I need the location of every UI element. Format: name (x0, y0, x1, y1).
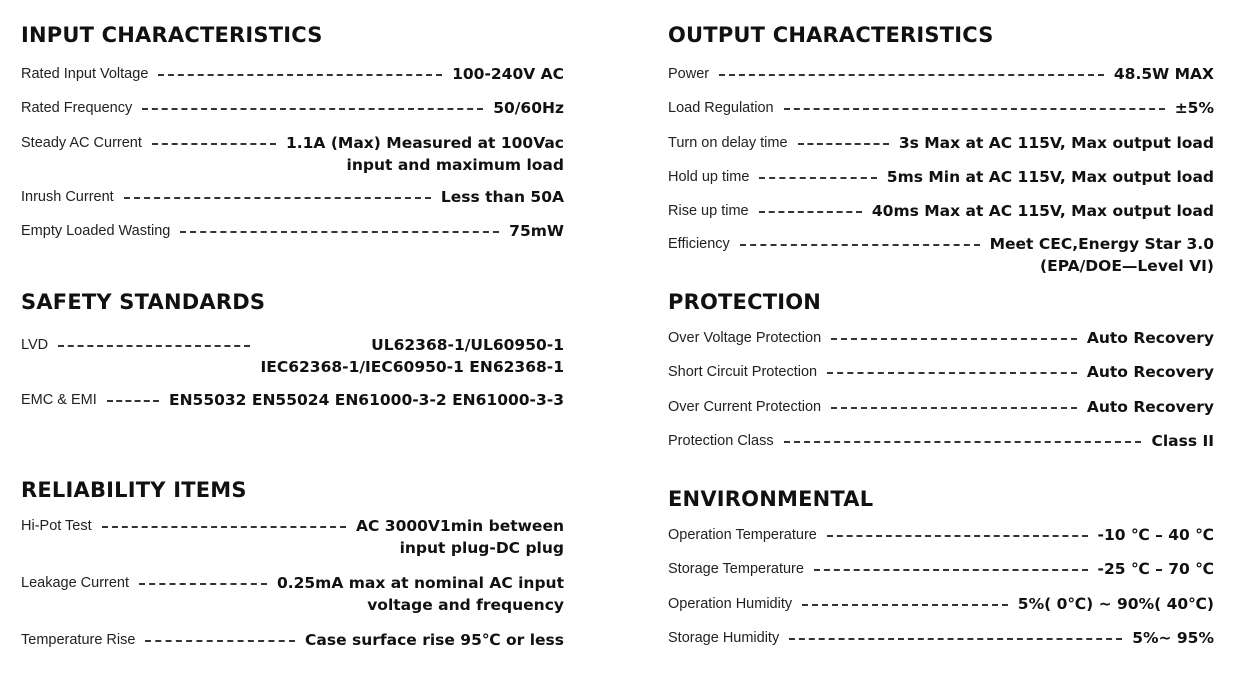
spec-row (21, 629, 564, 651)
spec-value: 48.5W MAX (1113, 65, 1214, 83)
dotted-leader (759, 166, 876, 188)
spec-row (21, 186, 564, 208)
spec-label: Protection Class (668, 433, 774, 449)
spec-row (668, 396, 1214, 418)
dotted-leader (107, 389, 159, 411)
spec-label: Operation Temperature (668, 527, 817, 543)
spec-label: Temperature Rise (21, 632, 136, 648)
dotted-leader (789, 627, 1122, 649)
spec-value: -10 ℃ – 40 ℃ (1097, 526, 1214, 544)
spec-label: Load Regulation (668, 100, 774, 116)
spec-label: Operation Humidity (668, 596, 793, 612)
section-title: PROTECTION (668, 290, 822, 314)
spec-value: UL62368-1/UL60950-1 IEC62368-1/IEC60950-1 EN62368-1 (260, 336, 564, 376)
spec-value: AC 3000V1min between input plug-DC plug (356, 517, 564, 557)
dotted-leader (124, 186, 431, 208)
dotted-leader (102, 515, 346, 537)
spec-value: 0.25mA max at nominal AC input voltage and frequency (276, 574, 564, 614)
spec-label: Rated Frequency (21, 100, 133, 116)
spec-row (21, 389, 564, 411)
dotted-leader (759, 200, 862, 222)
dotted-leader (142, 97, 483, 119)
spec-label: Rise up time (668, 203, 749, 219)
dotted-leader (827, 524, 1088, 546)
spec-row (668, 200, 1214, 222)
spec-row (21, 334, 564, 378)
spec-value: 1.1A (Max) Measured at 100Vac input and maximum load (285, 134, 564, 174)
spec-label: Power (668, 66, 710, 82)
spec-label: Turn on delay time (668, 135, 788, 151)
spec-label: Steady AC Current (21, 135, 142, 151)
spec-label: Short Circuit Protection (668, 364, 818, 380)
spec-value: 75mW (509, 222, 564, 240)
spec-row (21, 63, 564, 85)
spec-value: Meet CEC,Energy Star 3.0 (EPA/DOE—Level VI) (989, 235, 1214, 275)
spec-value: Auto Recovery (1086, 363, 1214, 381)
reliability-items-section (21, 477, 564, 649)
spec-row (668, 627, 1214, 649)
spec-label: LVD (21, 337, 49, 353)
spec-value: ±5% (1174, 99, 1214, 117)
section-title: RELIABILITY ITEMS (21, 478, 247, 502)
spec-value: Auto Recovery (1086, 329, 1214, 347)
spec-row (668, 361, 1214, 383)
spec-value: Auto Recovery (1086, 398, 1214, 416)
spec-row (668, 327, 1214, 349)
section-title: SAFETY STANDARDS (21, 290, 266, 314)
safety-standards-section (21, 289, 564, 409)
spec-value: EN55032 EN55024 EN61000-3-2 EN61000-3-3 (168, 391, 564, 409)
spec-row (668, 593, 1214, 615)
protection-section (668, 289, 1214, 450)
spec-row (668, 430, 1214, 452)
spec-value: 5%( 0℃) ~ 90%( 40℃) (1017, 595, 1214, 613)
dotted-leader (814, 558, 1088, 580)
section-title: ENVIRONMENTAL (668, 487, 874, 511)
dotted-leader (719, 63, 1104, 85)
dotted-leader (831, 396, 1077, 418)
dotted-leader (784, 430, 1142, 452)
spec-value: -25 ℃ – 70 ℃ (1097, 560, 1214, 578)
spec-row (668, 97, 1214, 119)
spec-label: Empty Loaded Wasting (21, 223, 171, 239)
spec-row (21, 515, 564, 559)
dotted-leader (740, 233, 980, 255)
dotted-leader (158, 63, 442, 85)
spec-value: Less than 50A (440, 188, 564, 206)
spec-label: Over Current Protection (668, 399, 822, 415)
spec-value: 5ms Min at AC 115V, Max output load (886, 168, 1214, 186)
spec-row (668, 233, 1214, 277)
dotted-leader (802, 593, 1008, 615)
spec-row (668, 63, 1214, 85)
spec-row (21, 220, 564, 242)
spec-label: EMC & EMI (21, 392, 97, 408)
spec-row (668, 558, 1214, 580)
spec-row (21, 572, 564, 616)
dotted-leader (784, 97, 1165, 119)
spec-value: 100-240V AC (452, 65, 564, 83)
spec-label: Storage Humidity (668, 630, 780, 646)
section-title: INPUT CHARACTERISTICS (21, 23, 323, 47)
environmental-section (668, 486, 1214, 647)
spec-value: Class II (1151, 432, 1214, 450)
spec-row (21, 132, 564, 176)
spec-label: Leakage Current (21, 575, 130, 591)
spec-label: Hold up time (668, 169, 750, 185)
spec-value: 50/60Hz (493, 99, 564, 117)
input-characteristics-section (21, 22, 564, 240)
spec-label: Rated Input Voltage (21, 66, 149, 82)
dotted-leader (58, 334, 250, 356)
spec-value: 40ms Max at AC 115V, Max output load (871, 202, 1214, 220)
dotted-leader (139, 572, 267, 594)
dotted-leader (831, 327, 1077, 349)
spec-value: 3s Max at AC 115V, Max output load (898, 134, 1214, 152)
spec-row (21, 97, 564, 119)
output-characteristics-section (668, 22, 1214, 275)
spec-label: Storage Temperature (668, 561, 804, 577)
spec-label: Efficiency (668, 236, 730, 252)
spec-row (668, 524, 1214, 546)
spec-label: Hi-Pot Test (21, 518, 92, 534)
spec-value: 5%~ 95% (1132, 629, 1214, 647)
spec-row (668, 132, 1214, 154)
spec-label: Over Voltage Protection (668, 330, 822, 346)
dotted-leader (827, 361, 1077, 383)
section-title: OUTPUT CHARACTERISTICS (668, 23, 994, 47)
dotted-leader (798, 132, 889, 154)
spec-value: Case surface rise 95℃ or less (305, 631, 564, 649)
spec-label: Inrush Current (21, 189, 114, 205)
dotted-leader (180, 220, 499, 242)
dotted-leader (152, 132, 276, 154)
spec-row (668, 166, 1214, 188)
dotted-leader (145, 629, 295, 651)
